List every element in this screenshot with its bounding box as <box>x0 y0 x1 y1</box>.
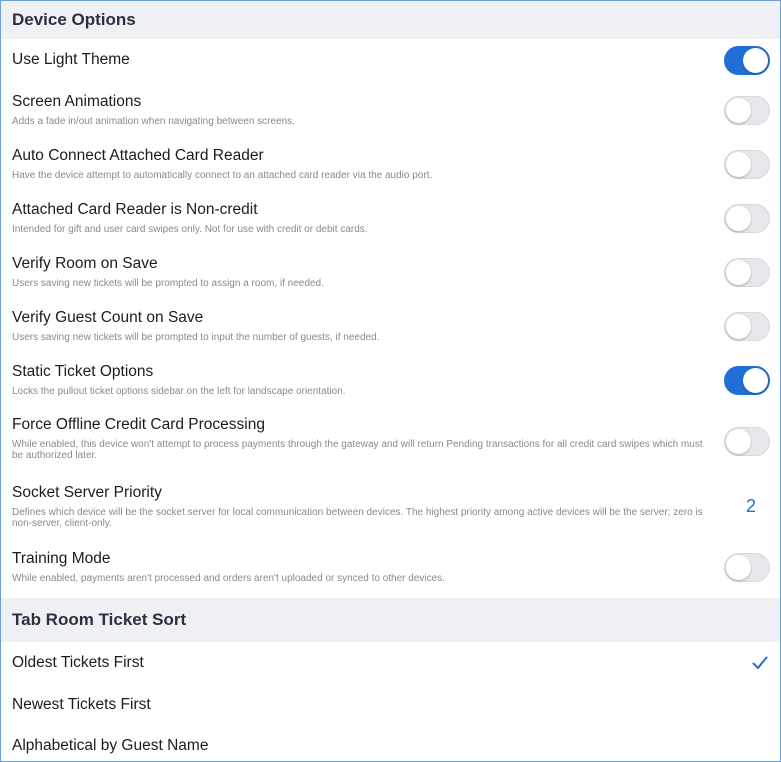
setting-description: Users saving new tickets will be prompted to input the number of guests, if needed. <box>12 332 380 343</box>
setting-description: Users saving new tickets will be prompted to assign a room, if needed. <box>12 278 324 289</box>
setting-description: Intended for gift and user card swipes only. Not for use with credit or debit cards. <box>12 224 368 235</box>
section-header-tab-room-sort <box>1 598 780 642</box>
toggle-knob <box>726 555 751 580</box>
force-offline-cc-toggle[interactable] <box>724 427 770 456</box>
sort-option-oldest-first[interactable] <box>1 642 780 684</box>
toggle-knob <box>726 429 751 454</box>
auto-connect-card-reader-toggle[interactable] <box>724 150 770 179</box>
training-mode-toggle[interactable] <box>724 553 770 582</box>
setting-row-force-offline-cc <box>1 407 780 475</box>
section-title: Tab Room Ticket Sort <box>12 610 187 629</box>
setting-title: Verify Room on Save <box>12 255 158 272</box>
toggle-knob <box>726 98 751 123</box>
toggle-knob <box>743 368 768 393</box>
section-header-device-options <box>1 1 780 39</box>
setting-title: Attached Card Reader is Non-credit <box>12 201 258 218</box>
setting-title: Socket Server Priority <box>12 484 162 501</box>
sort-option-alphabetical[interactable] <box>1 725 780 762</box>
socket-server-priority-value[interactable]: 2 <box>745 496 756 516</box>
setting-row-static-ticket-options <box>1 353 780 407</box>
sort-option-newest-first[interactable] <box>1 684 780 725</box>
toggle-knob <box>726 314 751 339</box>
sort-option-label: Alphabetical by Guest Name <box>12 736 209 754</box>
setting-title: Force Offline Credit Card Processing <box>12 416 265 433</box>
setting-description: Defines which device will be the socket server for local communication between devices. The highest priority among active devices will be the server; zero is non-server, client-only. <box>12 507 703 529</box>
setting-row-verify-guest-count <box>1 299 780 353</box>
setting-title: Use Light Theme <box>12 51 130 68</box>
setting-row-auto-connect-card-reader <box>1 137 780 191</box>
setting-description: While enabled, payments aren't processed and orders aren't uploaded or synced to other devices. <box>12 573 445 584</box>
setting-row-verify-room <box>1 245 780 299</box>
toggle-knob <box>726 152 751 177</box>
sort-option-label: Newest Tickets First <box>12 695 151 713</box>
use-light-theme-toggle[interactable] <box>724 46 770 75</box>
setting-description: Locks the pullout ticket options sidebar on the left for landscape orientation. <box>12 386 346 397</box>
toggle-knob <box>743 48 768 73</box>
setting-row-socket-server-priority <box>1 475 780 542</box>
setting-title: Training Mode <box>12 550 111 567</box>
toggle-knob <box>726 260 751 285</box>
setting-title: Screen Animations <box>12 93 142 110</box>
setting-title: Verify Guest Count on Save <box>12 309 204 326</box>
setting-row-screen-animations <box>1 83 780 137</box>
toggle-knob <box>726 206 751 231</box>
setting-row-use-light-theme <box>1 39 780 83</box>
screen-animations-toggle[interactable] <box>724 96 770 125</box>
sort-option-label: Oldest Tickets First <box>12 654 144 671</box>
setting-description: While enabled, this device won't attempt to process payments through the gateway and will return Pending transactions for all credit card swipes which must be authorized later. <box>12 439 703 461</box>
setting-title: Auto Connect Attached Card Reader <box>12 147 264 164</box>
verify-room-toggle[interactable] <box>724 258 770 287</box>
card-reader-non-credit-toggle[interactable] <box>724 204 770 233</box>
checkmark-icon <box>752 656 768 670</box>
setting-description: Have the device attempt to automatically connect to an attached card reader via the audio port. <box>12 170 433 181</box>
setting-description: Adds a fade in/out animation when navigating between screens. <box>12 116 295 127</box>
setting-title: Static Ticket Options <box>12 363 154 380</box>
setting-row-card-reader-non-credit <box>1 191 780 245</box>
verify-guest-count-toggle[interactable] <box>724 312 770 341</box>
section-title: Device Options <box>12 10 136 29</box>
static-ticket-options-toggle[interactable] <box>724 366 770 395</box>
setting-row-training-mode <box>1 542 780 598</box>
